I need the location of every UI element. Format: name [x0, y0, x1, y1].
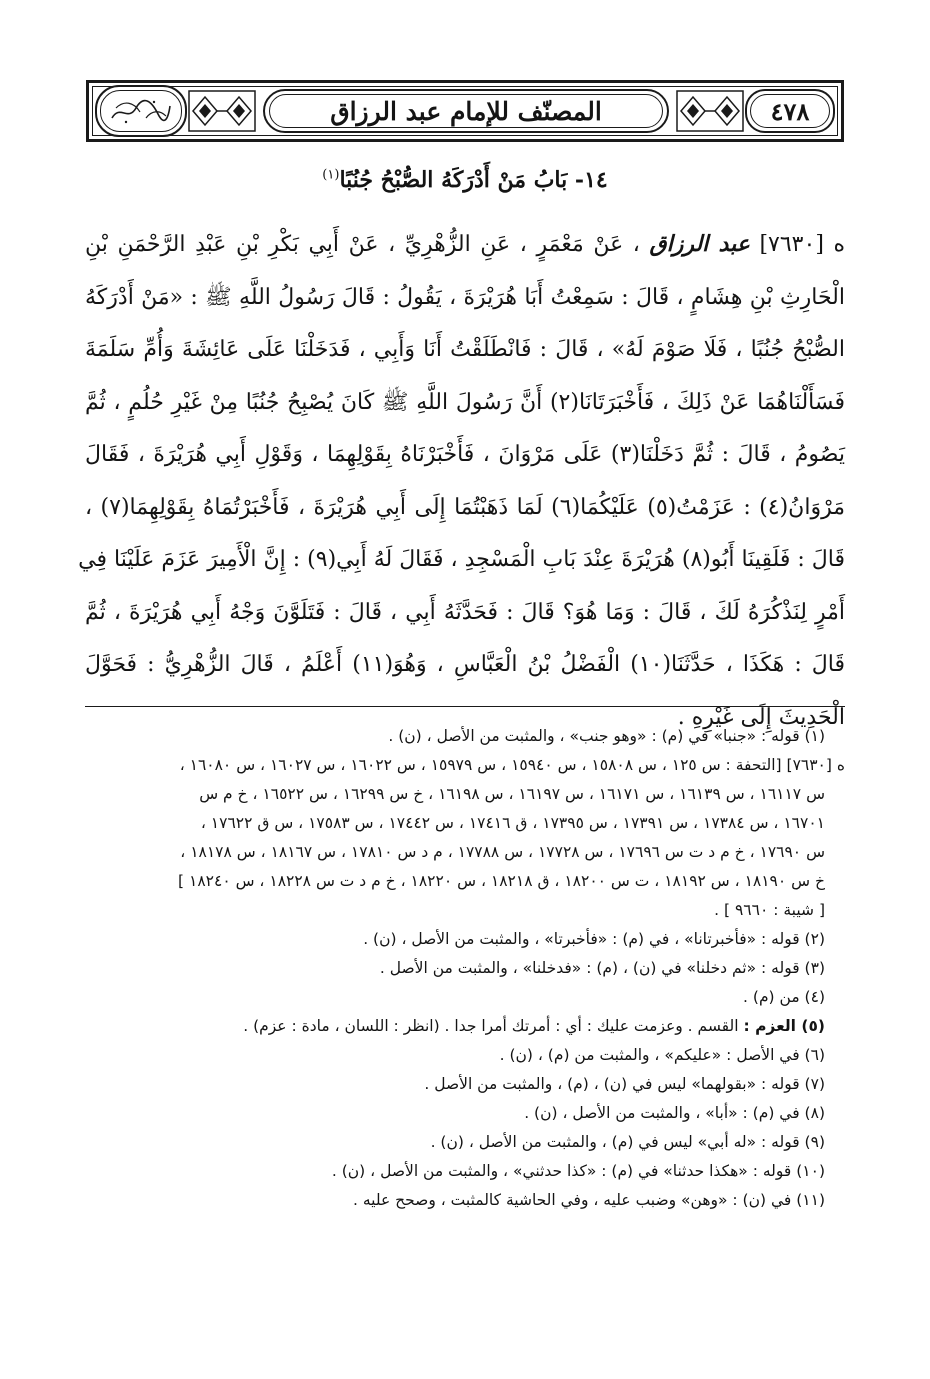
- narrator-name: عبد الرزاق: [649, 231, 750, 257]
- chapter-note-ref: (١): [322, 167, 340, 183]
- book-seal-logo: [95, 85, 187, 137]
- hadith-body: [78, 218, 846, 744]
- book-title-cartouche: [263, 89, 669, 133]
- hadith-line-5: يَصُومُ ، قَالَ : ثُمَّ دَخَلْنَا(٣) عَلَى مَرْوَانَ ، فَأَخْبَرْنَاهُ بِقَوْلِهِمَا ، وَقَوْلِ أَبِي هُرَيْرَةَ ، فَقَالَ: [85, 442, 845, 467]
- tuhfa-line-4: س ١٧٦٩٠ ، خ م د ت س ١٧٦٩٦ ، س ١٧٧٢٨ ، س ١٧٧٨٨ ، م د س ١٧٨١٠ ، س ١٨١٦٧ ، س ١٨١٧٨ ،: [180, 843, 825, 861]
- book-title: المصنّف للإمام عبد الرزاق: [330, 96, 602, 126]
- tuhfa-references: [85, 751, 845, 925]
- left-ornament-icon: [187, 89, 257, 133]
- hadith-line-6: مَرْوَانُ(٤) : عَزَمْتُ(٥) عَلَيْكُمَا(٦) لَمَا ذَهَبْتُمَا إِلَى أَبِي هُرَيْرَةَ ، فَأَخْبَرْتُمَاهُ بِقَوْلِهِمَا(٧) ،: [85, 494, 845, 520]
- page-number: ٤٧٨: [770, 96, 810, 126]
- footnote-2: (٢) قوله : «فأخبرتانا» ، في (م) : «فأخبرتا» ، والمثبت من الأصل ، (ن) .: [363, 930, 825, 948]
- footnote-7: (٧) قوله : «بقولهما» ليس في (ن) ، (م) ، والمثبت من الأصل .: [424, 1075, 825, 1093]
- hadith-line-4: فَسَأَلْنَاهُمَا عَنْ ذَلِكَ ، فَأَخْبَرَتَانَا(٢) أَنَّ رَسُولَ اللَّهِ ﷺ كَانَ يُصْبِحُ جُنُبًا مِنْ غَيْرِ حُلُمٍ ، ثُمَّ: [85, 389, 845, 415]
- footnote-5: [85, 1012, 845, 1041]
- tuhfa-line-6: [ شيبة : ٩٦٦٠ ] .: [714, 901, 825, 919]
- page-number-box: [745, 89, 835, 133]
- hadith-line-7: قَالَ : فَلَقِينَا أَبُو(٨) هُرَيْرَةَ عِنْدَ بَابِ الْمَسْجِدِ ، فَقَالَ لَهُ أَبِي(٩) : إِنَّ الْأَمِيرَ عَزَمَ عَلَيْنَا فِي: [78, 547, 845, 572]
- footnote-9: (٩) قوله : «له أبي» ليس في (م) ، والمثبت من الأصل ، (ن) .: [430, 1133, 825, 1151]
- hadith-line-10: الْحَدِيثَ إِلَى غَيْرِهِ .: [677, 704, 845, 730]
- footnote-11: (١١) في (ن) : «وهن» وضبب عليه ، وفي الحاشية كالمثبت ، وصحح عليه .: [353, 1191, 825, 1209]
- right-ornament-icon: [675, 89, 745, 133]
- footnote-4: (٤) من (م) .: [743, 988, 825, 1006]
- tuhfa-line-2: س ١٦١١٧ ، س ١٦١٣٩ ، س ١٦١٧١ ، س ١٦١٩٧ ، س ١٦١٩٨ ، خ س ١٦٢٩٩ ، س ١٦٥٢٢ ، خ م س: [199, 785, 825, 803]
- hadith-line-9: قَالَ : هَكَذَا ، حَدَّثَنَا(١٠) الْفَضْلُ بْنُ الْعَبَّاسِ ، وَهُوَ(١١) أَعْلَمُ ، قَالَ الزُّهْرِيُّ : فَحَوَّلَ: [85, 652, 846, 677]
- hadith-line-3: الصُّبْحُ جُنُبًا ، فَلَا صَوْمَ لَهُ» ، قَالَ : فَانْطَلَقْتُ أَنَا وَأَبِي ، فَدَخَلْنَا عَلَى عَائِشَةَ وَأُمِّ سَلَمَةَ: [85, 337, 845, 362]
- footnote-5-term: (٥) العزم :: [743, 1017, 825, 1035]
- tuhfa-line-1: ه [٧٦٣٠] [التحفة : س ١٢٥ ، س ١٥٨٠٨ ، س ١٥٩٤٠ ، س ١٥٩٧٩ ، س ١٦٠٢٢ ، س ١٦٠٢٧ ، س ١٦٠٨٠ ،: [179, 756, 845, 774]
- hadith-line-1: ه [٧٦٣٠] عبد الرزاق ، عَنْ مَعْمَرٍ ، عَنِ الزُّهْرِيِّ ، عَنْ أَبِي بَكْرِ بْنِ عَبْدِ الرَّحْمَنِ بْنِ: [85, 231, 846, 257]
- hadith-line-2: الْحَارِثِ بْنِ هِشَامٍ ، قَالَ : سَمِعْتُ أَبَا هُرَيْرَةَ ، يَقُولُ : قَالَ رَسُولُ اللَّهِ ﷺ : «مَنْ أَدْرَكَهُ: [85, 284, 845, 310]
- footnote-5-text: القسم . وعزمت عليك : أي : أمرتك أمرا جدا . (انظر : اللسان ، مادة : عزم) .: [243, 1017, 744, 1035]
- footnote-10: (١٠) قوله : «هكذا حدثنا» في (م) : «كذا حدثني» ، والمثبت من الأصل ، (ن) .: [331, 1162, 825, 1180]
- tuhfa-line-3: ١٦٧٠١ ، س ١٧٣٨٤ ، س ١٧٣٩١ ، س ١٧٣٩٥ ، ق ١٧٤١٦ ، س ١٧٤٤٢ ، س ١٧٥٨٣ ، س ق ١٧٦٢٢ ،: [200, 814, 825, 832]
- seal-calligraphy-icon: [106, 96, 176, 126]
- footnotes: [85, 722, 845, 1215]
- tuhfa-line-5: خ س ١٨١٩٠ ، س ١٨١٩٢ ، ت س ١٨٢٠٠ ، ق ١٨٢١٨ ، س ١٨٢٢٠ ، خ م د ت س ١٨٢٢٨ ، س ١٨٢٤٠ ]: [178, 872, 825, 890]
- footnote-8: (٨) في (م) : «أبا» ، والمثبت من الأصل ، (ن) .: [524, 1104, 825, 1122]
- footnote-6: (٦) في الأصل : «عليكم» ، والمثبت من (م) ، (ن) .: [499, 1046, 825, 1064]
- chapter-heading: [0, 167, 930, 193]
- footnote-separator: [85, 706, 845, 707]
- footnote-3: (٣) قوله : «ثم دخلنا» في (ن) ، (م) : «فدخلنا» ، والمثبت من الأصل .: [379, 959, 825, 977]
- footnote-1: (١) قوله : «جنبا» في (م) : «وهو جنب» ، والمثبت من الأصل ، (ن) .: [388, 727, 825, 745]
- chapter-title: ١٤- بَابُ مَنْ أَدْرَكَهُ الصُّبْحُ جُنُبًا: [339, 167, 608, 193]
- page-header: [86, 80, 844, 142]
- hadith-line-8: أَمْرٍ لِنَذْكُرَهُ لَكَ ، قَالَ : وَمَا هُوَ؟ قَالَ : فَحَدَّثَهُ أَبِي ، قَالَ : فَتَلَوَّنَ وَجْهُ أَبِي هُرَيْرَةَ ، ثُمَّ: [85, 599, 845, 625]
